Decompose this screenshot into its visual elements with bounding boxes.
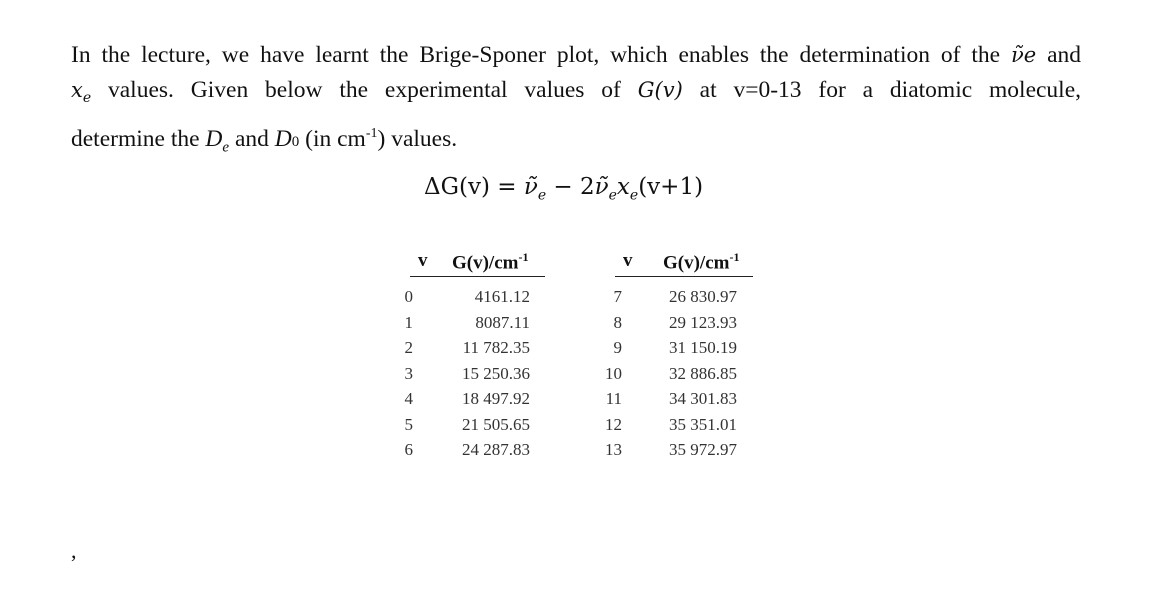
text: -1: [729, 250, 740, 264]
cell-g: 4161.12: [474, 287, 530, 306]
table-row: [398, 313, 558, 338]
table-right: [605, 250, 775, 470]
cell-g: 35 972.97: [669, 440, 737, 459]
question-line-1: [71, 38, 1081, 73]
header-g-text: G(v)/cm: [452, 252, 519, 274]
question-line-3: [71, 116, 1081, 166]
equation: $\Delta G(v) = \nũ_e$ − $2\nũ_ex_e(v+1)$: [424, 174, 704, 204]
cell-v: 1: [404, 312, 413, 332]
text: ) values.: [377, 126, 458, 153]
cell-v: 4: [404, 389, 413, 408]
table-row: [605, 440, 775, 465]
cell-g: 26 830.97: [669, 287, 737, 306]
table-row: [398, 389, 558, 414]
g-v-symbol: G(v): [637, 78, 683, 102]
text: (in cm: [305, 126, 366, 153]
text: -1: [518, 250, 529, 264]
cell-g: 32 886.85: [669, 363, 737, 383]
header-underline: [615, 276, 753, 277]
table-left: [398, 250, 558, 470]
text: determine the: [71, 126, 200, 153]
cell-v: 6: [404, 440, 413, 459]
cell-g: 21 505.65: [462, 414, 530, 434]
cell-v: 10: [605, 363, 622, 383]
cell-g: 29 123.93: [669, 312, 737, 332]
cell-g: 35 351.01: [669, 414, 737, 434]
x-e-symbol: $x_e$: [71, 78, 92, 107]
text: at v=0-13 for a diatomic molecule,: [699, 77, 1082, 103]
question-line-2: [71, 73, 1081, 116]
header-g-text: G(v)/cm: [663, 252, 730, 274]
text: values. Given below the experimental values of: [108, 77, 621, 103]
header-g: [452, 250, 528, 274]
d-0-symbol: D0: [274, 126, 300, 153]
cell-g: 31 150.19: [669, 338, 737, 357]
cell-v: 3: [404, 363, 413, 383]
cell-g: 8087.11: [475, 312, 530, 332]
cell-v: 5: [404, 414, 413, 434]
cell-v: 0: [404, 287, 413, 306]
cell-v: 2: [404, 338, 413, 357]
table-row: [605, 389, 775, 414]
table-row: [605, 415, 775, 440]
header-v: v: [418, 250, 428, 271]
header-v: v: [623, 250, 633, 271]
table-row: [398, 338, 558, 363]
d-e-symbol: $D_e$: [205, 126, 230, 156]
cell-g: 24 287.83: [462, 440, 530, 459]
cell-v: 11: [605, 389, 622, 408]
cell-g: 18 497.92: [462, 389, 530, 408]
cell-v: 9: [613, 338, 622, 357]
table-row: [605, 313, 775, 338]
cell-g: 34 301.83: [669, 389, 737, 408]
cell-g: 11 782.35: [462, 338, 530, 357]
text: -1: [365, 126, 378, 142]
table-row: [398, 287, 558, 312]
question-text: [71, 38, 1081, 166]
text: and: [1047, 42, 1082, 68]
cell-v: 7: [613, 287, 622, 306]
cell-v: 12: [605, 414, 622, 434]
table-row: [605, 287, 775, 312]
cell-v: 13: [605, 440, 622, 459]
table-row: [605, 338, 775, 363]
cell-v: 8: [613, 312, 622, 332]
table-row: [605, 364, 775, 389]
nu-e-symbol: ν̃e: [1010, 43, 1037, 67]
text: In the lecture, we have learnt the Brige-Sponer plot, which enables the determination of the: [71, 42, 1001, 68]
cell-g: 15 250.36: [462, 363, 530, 383]
table-row: [398, 364, 558, 389]
table-row: [398, 415, 558, 440]
stray-comma: ,: [71, 538, 77, 563]
table-row: [398, 440, 558, 465]
text: and: [234, 126, 269, 153]
header-g: [663, 250, 739, 274]
header-underline: [410, 276, 545, 277]
